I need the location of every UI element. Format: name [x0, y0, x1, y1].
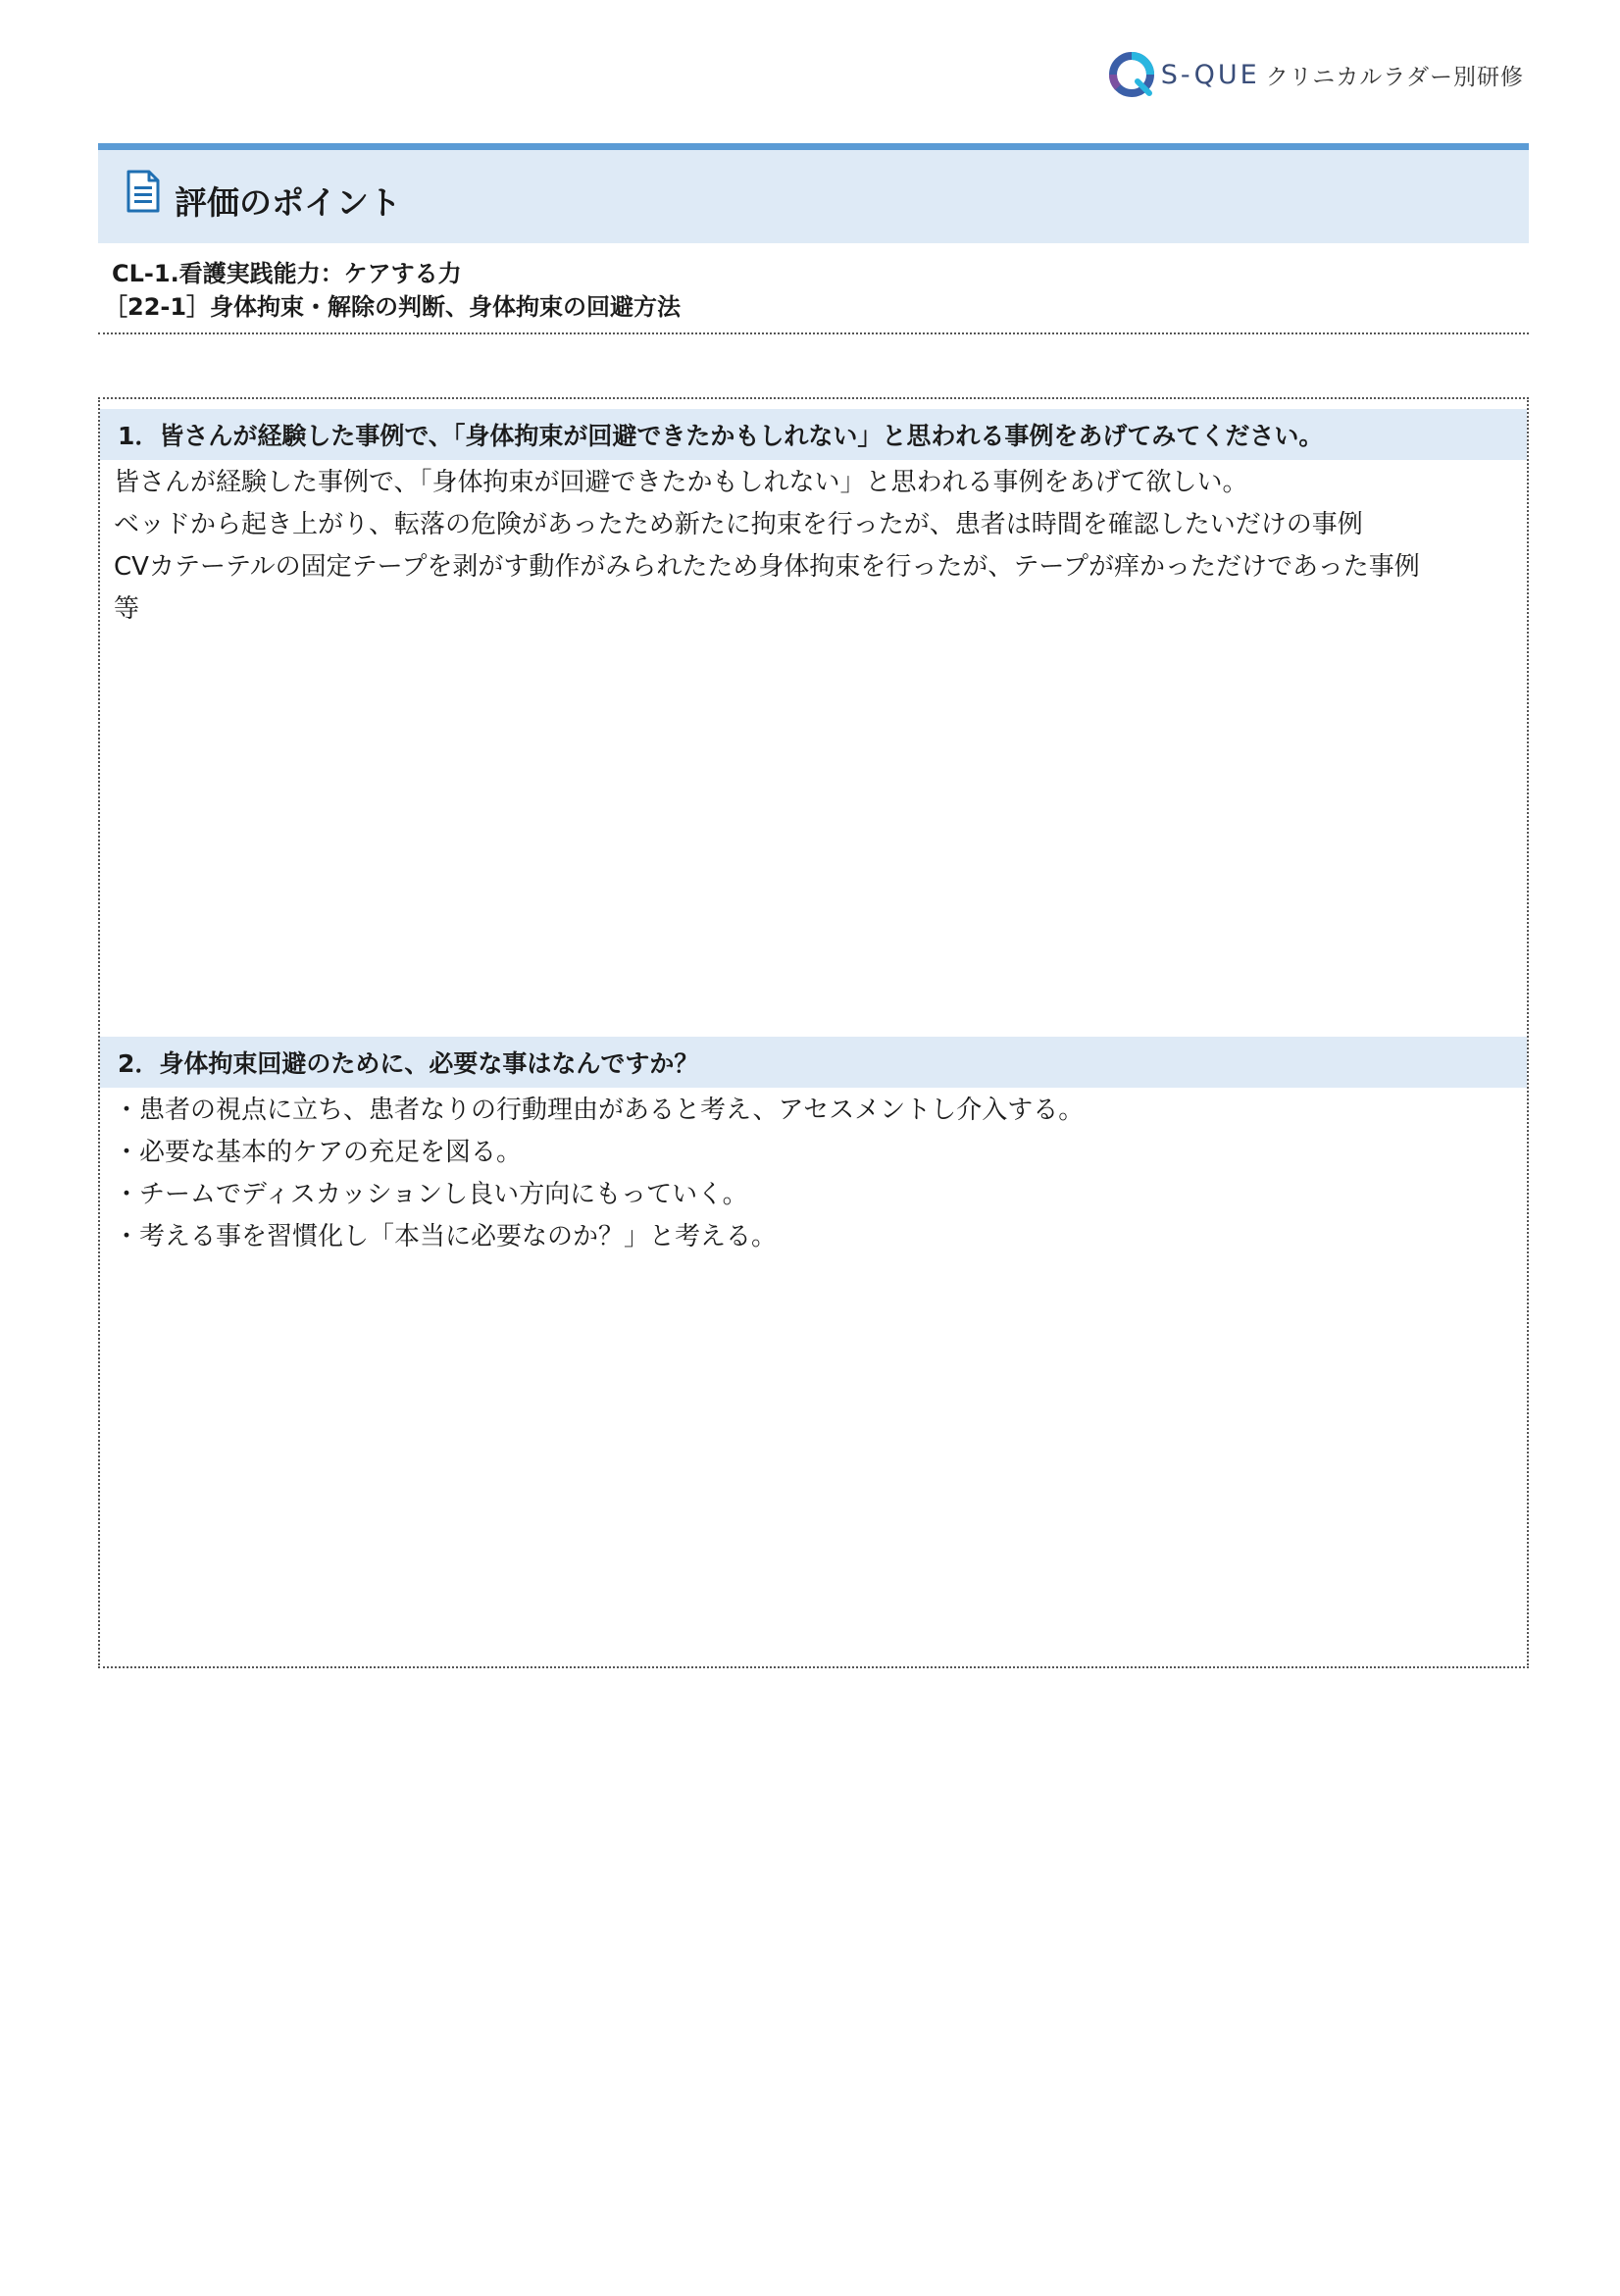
answer-line: 皆さんが経験した事例で、「身体拘束が回避できたかもしれない」と思われる事例をあげて欲しい。 — [114, 468, 1248, 497]
sque-logo — [1108, 47, 1524, 102]
answer-line: ベッドから起き上がり、転落の危険があったため新たに拘束を行ったが、患者は時間を確認したいだけの事例 — [114, 510, 1363, 539]
answer-line: ・チームでディスカッションし良い方向にもっていく。 — [114, 1180, 748, 1209]
title-band — [98, 143, 1529, 243]
questions-box — [98, 397, 1529, 1668]
subtitle-block — [104, 257, 1524, 324]
answer-line: ・考える事を習慣化し「本当に必要なのか？」と考える。 — [114, 1222, 778, 1251]
document-icon — [126, 169, 161, 214]
logo-subtitle: クリニカルラダー別研修 — [1265, 64, 1524, 90]
question-2-answer — [114, 1090, 1516, 1258]
logo-text: S-QUE — [1160, 59, 1260, 90]
answer-line: CVカテーテルの固定テープを剥がす動作がみられたため身体拘束を行ったが、テープが痒かっただけであった事例 — [114, 552, 1420, 582]
answer-line: ・患者の視点に立ち、患者なりの行動理由があると考え、アセスメントし介入する。 — [114, 1096, 1085, 1125]
answer-line: 等 — [114, 594, 140, 624]
page-title: 評価のポイント — [175, 183, 401, 222]
sque-logo-mark-icon — [1108, 50, 1157, 99]
question-1-answer — [114, 462, 1516, 631]
question-1-heading: 1．皆さんが経験した事例で、「身体拘束が回避できたかもしれない」と思われる事例をあげてみてください。 — [100, 409, 1527, 460]
subtitle-divider — [98, 332, 1529, 334]
answer-line: ・必要な基本的ケアの充足を図る。 — [114, 1138, 523, 1167]
subtitle-line-2: ［22-1］身体拘束・解除の判断、身体拘束の回避方法 — [104, 293, 682, 321]
question-2-heading: 2．身体拘束回避のために、必要な事はなんですか？ — [100, 1037, 1527, 1088]
subtitle-line-1: CL-1.看護実践能力：ケアする力 — [112, 260, 462, 287]
